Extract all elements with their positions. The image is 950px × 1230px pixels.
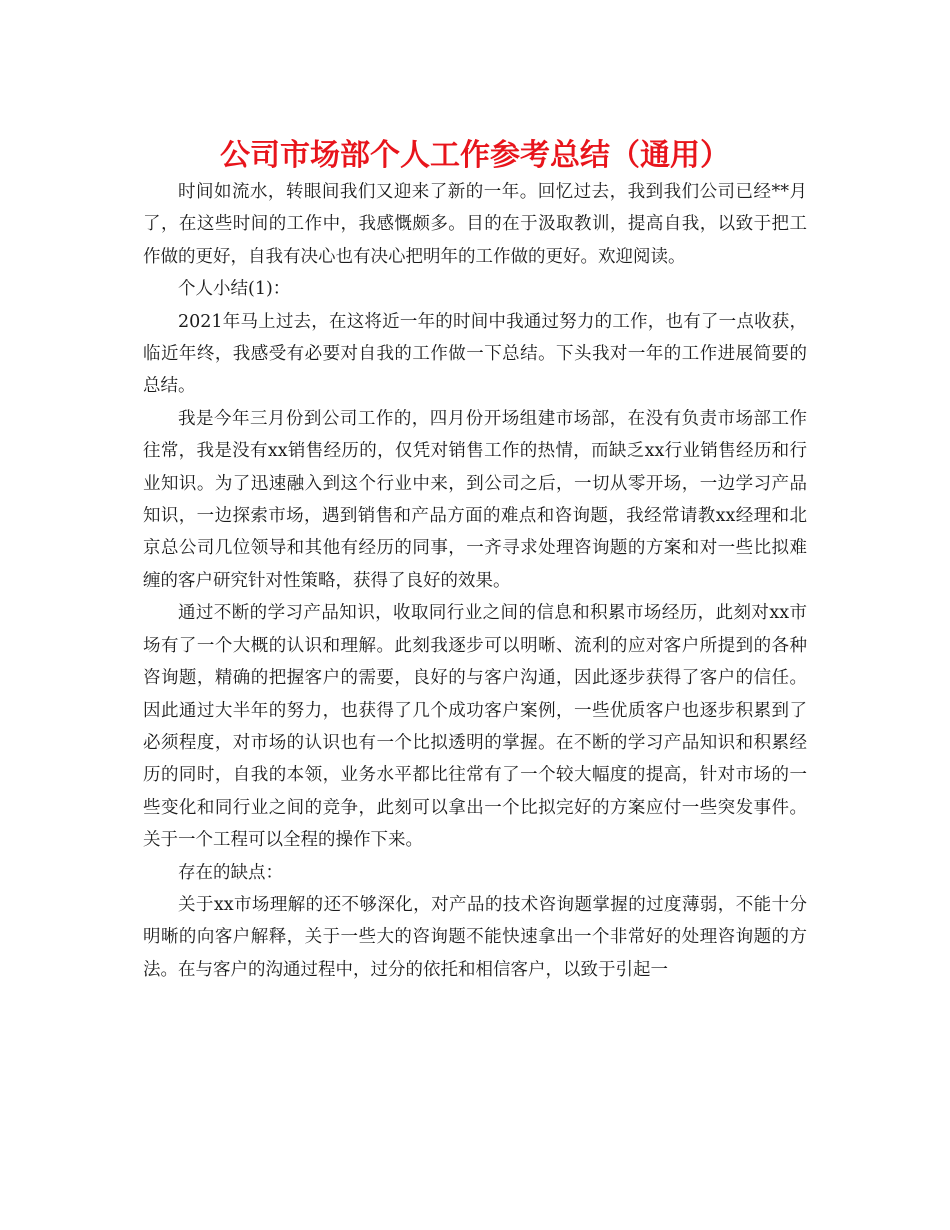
paragraph-joining-company: 我是今年三月份到公司工作的，四月份开场组建市场部，在没有负责市场部工作往常，我是没有xx销售经历的，仅凭对销售工作的热情，而缺乏xx行业销售经历和行业知识。为了迅速融入到这个行业中来，到公司之后，一切从零开场，一边学习产品知识，一边探索市场，遇到销售和产品方面的难点和咨询题，我经常请教xx经理和北京总公司几位领导和其他有经历的同事，一齐寻求处理咨询题的方案和对一些比拟难缠的客户研究针对性策略，获得了良好的效果。 [143, 408, 807, 591]
section-heading-shortcomings: 存在的缺点： [178, 862, 283, 883]
section-heading-summary-1: 个人小结(1)： [178, 279, 291, 300]
paragraph-shortcomings: 关于xx市场理解的还不够深化，对产品的技术咨询题掌握的过度薄弱，不能十分明晰的向客户解释，关于一些大的咨询题不能快速拿出一个非常好的处理咨询题的方法。在与客户的沟通过程中，过分的依托和相信客户，以致于引起一 [143, 894, 807, 980]
paragraph-progress: 通过不断的学习产品知识，收取同行业之间的信息和积累市场经历，此刻对xx市场有了一个大概的认识和理解。此刻我逐步可以明晰、流利的应对客户所提到的各种咨询题，精确的把握客户的需要，良好的与客户沟通，因此逐步获得了客户的信任。因此通过大半年的努力，也获得了几个成功客户案例，一些优质客户也逐步积累到了必须程度，对市场的认识也有一个比拟透明的掌握。在不断的学习产品知识和积累经历的同时，自我的本领，业务水平都比往常有了一个较大幅度的提高，针对市场的一些变化和同行业之间的竞争，此刻可以拿出一个比拟完好的方案应付一些突发事件。关于一个工程可以全程的操作下来。 [143, 603, 807, 851]
paragraph-intro: 时间如流水，转眼间我们又迎来了新的一年。回忆过去，我到我们公司已经**月了，在这些时间的工作中，我感慨颇多。目的在于汲取教训，提高自我，以致于把工作做的更好，自我有决心也有决心把明年的工作做的更好。欢迎阅读。 [143, 182, 807, 267]
paragraph-year-overview: 2021年马上过去，在这将近一年的时间中我通过努力的工作，也有了一点收获，临近年终，我感受有必要对自我的工作做一下总结。下头我对一年的工作进展简要的总结。 [143, 311, 807, 397]
document-body [143, 176, 807, 986]
document-title: 公司市场部个人工作参考总结（通用） [220, 138, 730, 173]
